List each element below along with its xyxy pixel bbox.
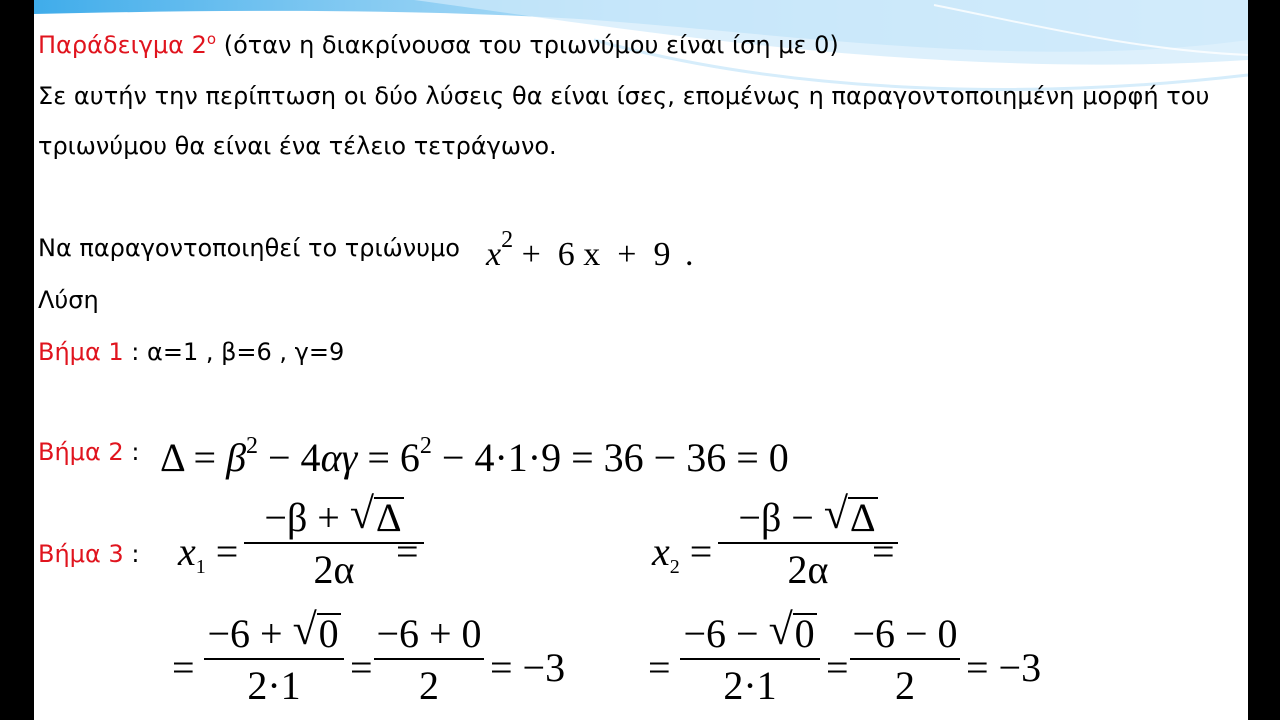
step-1 (38, 338, 344, 367)
calc2-fraction-bar-2 (850, 658, 960, 660)
calc1-result: = −3 (490, 645, 566, 690)
intro-line-2: τριωνύμου θα είναι ένα τέλειο τετράγωνο. (38, 132, 557, 160)
calc1-numerator-1-text: −6 + (207, 611, 293, 656)
step-2-alphagamma: αγ (320, 435, 358, 480)
x2-variable (652, 529, 713, 578)
x1-equals: = (205, 529, 239, 574)
calc2-fraction-bar-1 (680, 658, 820, 660)
x2-equals: = (679, 529, 713, 574)
step-2-colon: : (131, 438, 140, 466)
calc2-equals: = (648, 645, 671, 690)
right-black-bar (1248, 0, 1280, 720)
calc2-fraction-1 (680, 605, 820, 708)
x2-numerator (718, 489, 898, 540)
example-subtitle: (όταν η διακρίνουσα του τριωνύμου είναι ίση με 0) (223, 31, 839, 59)
calc1-numerator-1 (204, 605, 344, 656)
x1-radicand: Δ (375, 495, 402, 540)
step-1-text: : α=1 , β=6 , γ=9 (123, 338, 345, 366)
x1-denominator: 2α (313, 547, 355, 592)
step-3-label: Βήμα 3 (38, 540, 124, 568)
x2-numerator-text: −β − (738, 495, 824, 540)
calc1-fraction-bar-1 (204, 658, 344, 660)
calc2-numerator-1 (680, 605, 820, 656)
calc2-fraction-2 (850, 612, 960, 708)
x1-variable (178, 529, 239, 578)
task-formula-exponent: 2 (501, 227, 514, 253)
x1-numerator-text: −β + (264, 495, 350, 540)
step-1-label: Βήμα 1 (38, 338, 124, 366)
sqrt-icon: √ 0 (292, 605, 339, 656)
calc2-radicand: 0 (794, 611, 815, 656)
x1-trailing-equals: = (396, 529, 419, 574)
solution-label: Λύση (38, 286, 99, 314)
task-formula (486, 228, 693, 272)
x2-radicand: Δ (849, 495, 876, 540)
sqrt-icon: √ Δ (349, 489, 402, 540)
example-title-superscript: ο (206, 30, 217, 48)
task-formula-x: x (486, 236, 502, 273)
x1-var: x (178, 529, 196, 574)
step-2-formula (160, 434, 789, 478)
x2-fraction (718, 489, 898, 592)
calc1-denominator-2: 2 (419, 663, 439, 708)
calc2-numerator-2: −6 − 0 (852, 611, 958, 656)
x2-trailing-equals: = (872, 529, 895, 574)
calc2-equals-2: = (826, 645, 849, 690)
calc1-denominator-1: 2·1 (247, 663, 301, 708)
task-formula-rest: + 6 x + 9 (521, 236, 671, 273)
step-2-part1: − 4 (258, 435, 321, 480)
calc1-fraction-bar-2 (374, 658, 484, 660)
step-3-label-row (38, 540, 139, 569)
step-2-six-exponent: 2 (419, 433, 432, 459)
x2-subscript: 2 (669, 556, 680, 578)
calc1-numerator-2: −6 + 0 (376, 611, 482, 656)
calc2-denominator-2: 2 (895, 663, 915, 708)
calc2-result: = −3 (966, 645, 1042, 690)
calc2-denominator-1: 2·1 (723, 663, 777, 708)
x2-denominator: 2α (787, 547, 829, 592)
step-2-part3: − 4·1·9 = 36 − 36 = 0 (431, 435, 789, 480)
left-black-bar (0, 0, 34, 720)
calc1-radicand: 0 (318, 611, 339, 656)
step-2-label-row (38, 438, 139, 467)
calc1-equals-2: = (350, 645, 373, 690)
step-2-beta: β (226, 435, 246, 480)
step-2-part2: = 6 (357, 435, 420, 480)
calc1-fraction-1 (204, 605, 344, 708)
sqrt-icon: √ 0 (768, 605, 815, 656)
sqrt-icon: √ Δ (823, 489, 876, 540)
example-title-label: Παράδειγμα 2 (38, 31, 207, 59)
intro-line-1: Σε αυτήν την περίπτωση οι δύο λύσεις θα είναι ίσες, επομένως η παραγοντοποιημένη μορφή του (38, 82, 1210, 110)
task-text: Να παραγοντοποιηθεί το τριώνυμο (38, 234, 460, 262)
task-formula-period: . (684, 236, 694, 273)
x2-fraction-bar (718, 542, 898, 544)
step-2-label: Βήμα 2 (38, 438, 124, 466)
calc2-numerator-1-text: −6 − (683, 611, 769, 656)
calc1-fraction-2 (374, 612, 484, 708)
slide (34, 0, 1248, 720)
step-2-beta-exponent: 2 (246, 433, 258, 459)
x1-subscript: 1 (195, 556, 206, 578)
x2-var: x (652, 529, 670, 574)
example-title (38, 30, 839, 60)
calc1-equals: = (172, 645, 195, 690)
step-2-delta: Δ = (160, 435, 227, 480)
step-3-colon: : (131, 540, 140, 568)
